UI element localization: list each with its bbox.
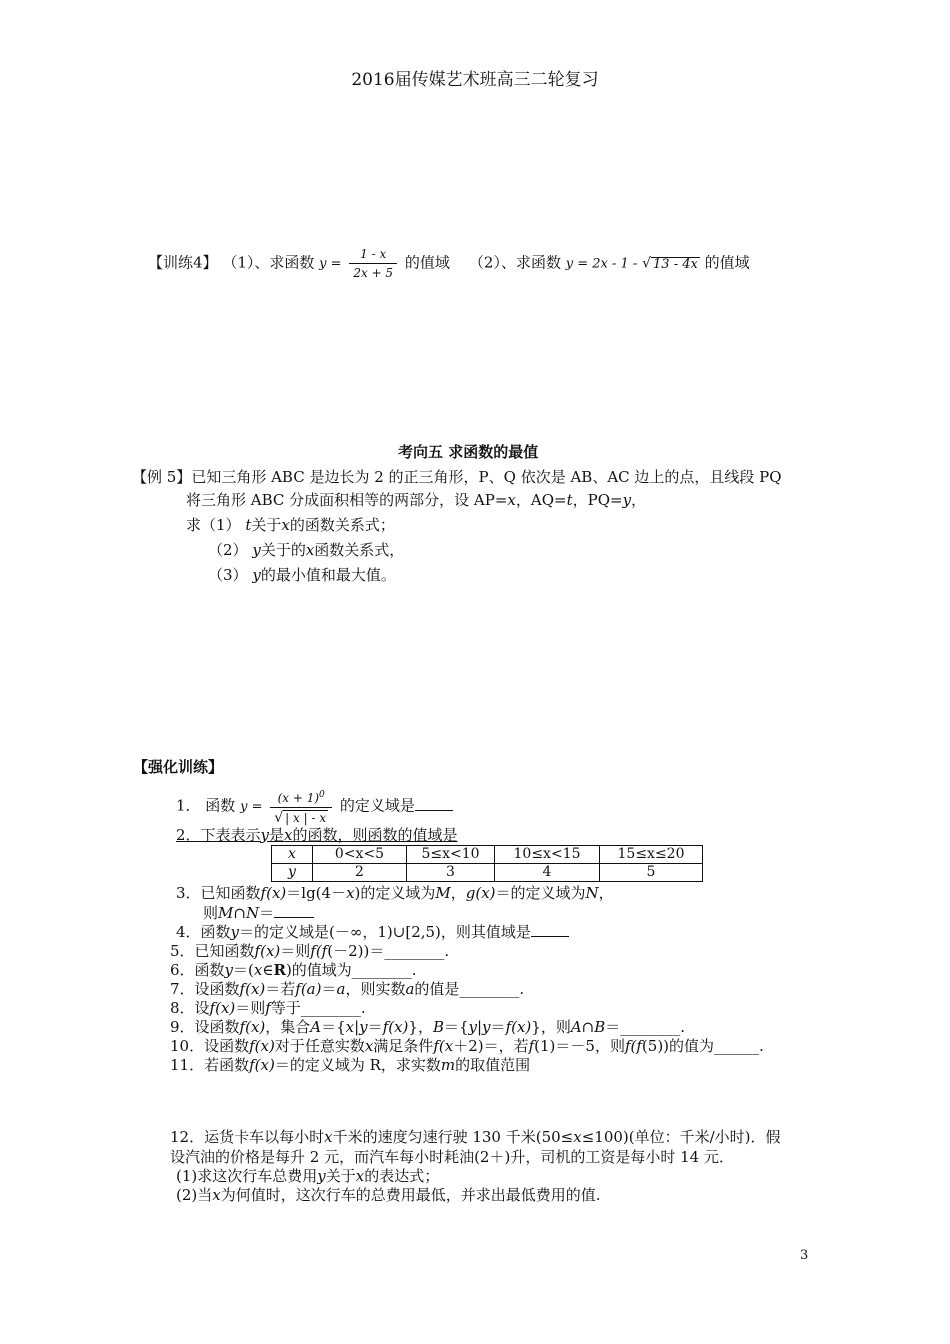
- p12-q2-b: 为何值时，这次行车的总费用最低，并求出最低费用的值.: [220, 1186, 601, 1204]
- q1-text-b: 关于: [251, 516, 282, 534]
- q2-text-b: 关于的: [260, 541, 306, 559]
- problem-4: [176, 922, 569, 942]
- value-table: [271, 845, 703, 882]
- var-y: y: [252, 566, 261, 584]
- p6-y: y: [224, 961, 234, 979]
- p2-text-b: 是: [269, 826, 285, 844]
- p2-text-a: 2．下表表示: [176, 826, 261, 844]
- p9-text-g: ＝{: [443, 1018, 469, 1036]
- training-4-part2-prefix: （2）、求函数: [468, 253, 561, 272]
- example-5-text-2a: 将三角形 ABC 分成面积相等的两部分，设 AP=: [186, 491, 508, 509]
- p7-text-a: 7．设函数: [170, 980, 240, 998]
- p1-exponent: 0: [319, 790, 325, 800]
- p12-x: x: [324, 1128, 333, 1146]
- problem-2: [176, 825, 458, 845]
- p12-q1-c: 的表达式；: [364, 1167, 440, 1185]
- p3-fx: f(x): [260, 884, 287, 902]
- problem-7: [170, 979, 524, 999]
- p1-prefix: 1． 函数: [176, 796, 236, 815]
- p11-m: m: [440, 1056, 456, 1074]
- q1-prefix: 求（1）: [186, 516, 241, 534]
- training-4-part2-suffix: 的值域: [704, 253, 750, 272]
- p9-fx: f(x): [239, 1018, 266, 1036]
- p10-text-d: ＋2)＝，若: [453, 1037, 529, 1055]
- training-4-part1-prefix: （1）、求函数: [222, 253, 315, 272]
- problem-12-line-1: [170, 1127, 781, 1147]
- p5-fx: f(x): [254, 942, 281, 960]
- p10-x: x: [364, 1037, 374, 1055]
- p3-text-f: ，: [598, 884, 614, 902]
- problem-3: [176, 883, 614, 903]
- p10-text-g: (5))的值为______.: [641, 1037, 764, 1055]
- p7-fx: f(x): [239, 980, 266, 998]
- p12-q1-b: 关于: [325, 1167, 356, 1185]
- answer-blank: [415, 796, 453, 811]
- p5-text-a: 5．已知函数: [170, 942, 255, 960]
- p7-text-e: 的值是________.: [414, 980, 525, 998]
- var-x: x: [507, 491, 516, 509]
- example-5-line-2: [186, 490, 646, 510]
- p3-line2-b: ＝: [259, 904, 275, 922]
- var-y: y: [252, 541, 261, 559]
- p10-text-e: (1)＝－5，则: [534, 1037, 625, 1055]
- q2-prefix: （2）: [208, 541, 248, 559]
- problem-5: [170, 941, 449, 961]
- page-header: 2016届传媒艺术班高三二轮复习: [351, 70, 599, 90]
- p8-text-a: 8．设: [170, 999, 210, 1017]
- p6-text-c: ∈: [262, 961, 274, 979]
- p8-fx: f(x): [209, 999, 236, 1017]
- p3-N2: N: [245, 904, 260, 922]
- p6-text-d: )的值域为________.: [285, 961, 417, 979]
- table-cell: x: [272, 846, 313, 864]
- problem-1: [176, 788, 453, 825]
- p2-x: x: [284, 826, 293, 844]
- q3-prefix: （3）: [208, 566, 248, 584]
- section-5-title: 考向五 求函数的最值: [398, 443, 539, 461]
- p7-fa: f(a): [295, 980, 322, 998]
- table-cell: 2: [313, 864, 407, 882]
- p10-text-c: 满足条件: [373, 1037, 434, 1055]
- example-5-question-3: [208, 565, 396, 585]
- fraction-denominator: 2x + 5: [353, 266, 394, 280]
- p8-text-c: 等于________.: [270, 999, 366, 1017]
- p9-f1: f(x): [382, 1018, 409, 1036]
- var-x: x: [281, 516, 290, 534]
- p9-text-i: }，则: [531, 1018, 571, 1036]
- p12-x2: x: [573, 1128, 582, 1146]
- training-4-label: 【训练4】: [148, 253, 218, 272]
- p9-B2: B: [594, 1018, 606, 1036]
- p4-text-a: 4．函数: [176, 923, 231, 941]
- table-cell: y: [272, 864, 313, 882]
- p9-A2: A: [570, 1018, 582, 1036]
- sqrt-icon: √: [274, 810, 284, 826]
- p9-text-j: ＝________.: [605, 1018, 686, 1036]
- var-t: t: [245, 516, 252, 534]
- p12-y: y: [317, 1167, 326, 1185]
- p9-A: A: [310, 1018, 322, 1036]
- p9-text-a: 9．设函数: [170, 1018, 240, 1036]
- p3-text-c: )的定义域为: [354, 884, 436, 902]
- p10-fx: f(x): [249, 1037, 275, 1055]
- p3-text-a: 3．已知函数: [176, 884, 261, 902]
- p3-gx: g(x): [465, 884, 496, 902]
- example-5-text-2d: ，: [631, 491, 647, 509]
- table-cell: 3: [407, 864, 495, 882]
- p12-text-2a: 设汽油的价格是每升 2 元，而汽车每小时耗油(2＋: [170, 1148, 505, 1166]
- p11-fx: f(x): [249, 1056, 275, 1074]
- p3-text-d: ，: [450, 884, 466, 902]
- example-5-label: 【例 5】: [132, 468, 192, 486]
- p7-a2: a: [405, 980, 415, 998]
- p9-text-d: ＝: [367, 1018, 383, 1036]
- var-y: y: [622, 491, 632, 509]
- p9-f2: f(x): [505, 1018, 532, 1036]
- var-t: t: [566, 491, 573, 509]
- p9-cap: ∩: [581, 1018, 595, 1036]
- training-4-line: [148, 247, 750, 280]
- p11-text-b: ＝的定义域为 R，求实数: [274, 1056, 441, 1074]
- p12-text-1b: 千米的速度匀速行驶 130 千米(50≤: [332, 1128, 574, 1146]
- p6-text-b: ＝(: [233, 961, 254, 979]
- problem-8: [170, 998, 366, 1018]
- problem-11: [170, 1055, 530, 1075]
- p3-x: x: [346, 884, 355, 902]
- p4-text-b: ＝的定义域是(－∞，1)∪[2,5)，则其值域是: [239, 923, 531, 941]
- table-cell: 0<x<5: [313, 846, 407, 864]
- p5-ff: f(f: [310, 942, 328, 960]
- p3-N: N: [585, 884, 599, 902]
- q3-text-b: 的最小值和最大值。: [260, 566, 396, 584]
- p3-M2: M: [218, 904, 234, 922]
- p10-text-a: 10．设函数: [170, 1037, 250, 1055]
- training-4-part2-math: y = 2x - 1 -: [565, 256, 638, 272]
- p1-suffix: 的定义域是: [339, 796, 415, 815]
- p1-fraction: [270, 788, 332, 825]
- p1-numerator: (x + 1): [277, 791, 320, 805]
- p8-f: f: [265, 999, 271, 1017]
- p12-x3: x: [355, 1167, 365, 1185]
- p4-y: y: [230, 923, 240, 941]
- training-4-part1-fraction: [349, 247, 397, 280]
- example-5-line-1: [132, 467, 782, 487]
- p10-ff: f(f: [624, 1037, 642, 1055]
- p6-R: R: [273, 961, 286, 979]
- table-cell: 15≤x≤20: [600, 846, 703, 864]
- table-cell: 5≤x<10: [407, 846, 495, 864]
- problem-12-question-1: [176, 1166, 439, 1186]
- example-5-text-2c: ，PQ=: [572, 491, 623, 509]
- example-5-text-2b: ，AQ=: [515, 491, 567, 509]
- example-5-question-1: [186, 515, 395, 535]
- problem-12-line-2: [170, 1147, 734, 1167]
- p7-text-c: ＝: [321, 980, 337, 998]
- answer-blank: [531, 922, 569, 937]
- p12-q1-a: (1)求这次行车总费用: [176, 1167, 318, 1185]
- p2-text-c: 的函数，则函数的值域是: [292, 826, 458, 844]
- p3-text-e: ＝的定义域为: [495, 884, 586, 902]
- table-row: [272, 864, 703, 882]
- p5-text-c: (－2))＝________.: [327, 942, 450, 960]
- p11-text-a: 11．若函数: [170, 1056, 250, 1074]
- problem-3-line-2: [203, 903, 314, 923]
- problem-9: [170, 1017, 685, 1037]
- problem-10: [170, 1036, 764, 1056]
- training-4-part1-y: y =: [319, 256, 342, 272]
- p8-text-b: ＝则: [235, 999, 266, 1017]
- fraction-numerator: [270, 788, 332, 808]
- training-4-part1-suffix: 的值域: [404, 253, 450, 272]
- p12-text-2b: )升，司机的工资是每小时 14 元．: [504, 1148, 734, 1166]
- fraction-numerator: 1 - x: [349, 247, 397, 264]
- p12-text-1c: ≤100)(单位：千米/小时)．假: [581, 1128, 781, 1146]
- var-x: x: [305, 541, 315, 559]
- p2-y: y: [260, 826, 270, 844]
- p9-set1: x|y: [345, 1018, 368, 1036]
- answer-blank: [274, 903, 314, 918]
- fraction-denominator: [270, 808, 332, 825]
- q2-text-c: 函数关系式，: [314, 541, 405, 559]
- table-cell: 10≤x<15: [495, 846, 600, 864]
- p9-text-e: }，: [408, 1018, 433, 1036]
- p6-x: x: [253, 961, 263, 979]
- p5-text-b: ＝则: [280, 942, 311, 960]
- p3-line2-a: 则: [203, 904, 219, 922]
- p12-text-1a: 12．运货卡车以每小时: [170, 1128, 325, 1146]
- table-cell: 5: [600, 864, 703, 882]
- table-row: [272, 846, 703, 864]
- q1-text-c: 的函数关系式；: [289, 516, 395, 534]
- table-cell: 4: [495, 864, 600, 882]
- p12-q2-a: (2)当: [176, 1186, 213, 1204]
- p7-text-d: ，则实数: [345, 980, 406, 998]
- p1-y: y =: [240, 799, 263, 815]
- p7-a: a: [336, 980, 346, 998]
- p9-text-h: ＝: [490, 1018, 506, 1036]
- problem-6: [170, 960, 417, 980]
- page-number: 3: [800, 1248, 809, 1263]
- p3-M: M: [435, 884, 451, 902]
- p3-text-b: ＝lg(4－: [286, 884, 347, 902]
- p9-B: B: [432, 1018, 444, 1036]
- p3-cap: ∩: [233, 904, 246, 922]
- example-5-question-2: [208, 540, 404, 560]
- p9-text-b: ，集合: [265, 1018, 311, 1036]
- p10-text-b: 对于任意实数: [274, 1037, 365, 1055]
- p1-radicand: | x | - x: [285, 811, 327, 825]
- p10-fx2: f(x: [433, 1037, 454, 1055]
- training-4-part2-radicand: 13 - 4x: [653, 256, 698, 272]
- sqrt-icon: √: [642, 255, 652, 272]
- p9-set2: y|y: [468, 1018, 491, 1036]
- example-5-text-1: 已知三角形 ABC 是边长为 2 的正三角形，P、Q 依次是 AB、AC 边上的点，且线段 PQ: [191, 468, 782, 486]
- p6-text-a: 6．函数: [170, 961, 225, 979]
- reinforce-title: 【强化训练】: [133, 758, 224, 776]
- p9-text-c: ＝{: [321, 1018, 346, 1036]
- p12-x4: x: [212, 1186, 221, 1204]
- problem-12-question-2: [176, 1185, 601, 1205]
- p10-f1: f: [528, 1037, 535, 1055]
- p7-text-b: ＝若: [265, 980, 296, 998]
- p11-text-c: 的取值范围: [455, 1056, 531, 1074]
